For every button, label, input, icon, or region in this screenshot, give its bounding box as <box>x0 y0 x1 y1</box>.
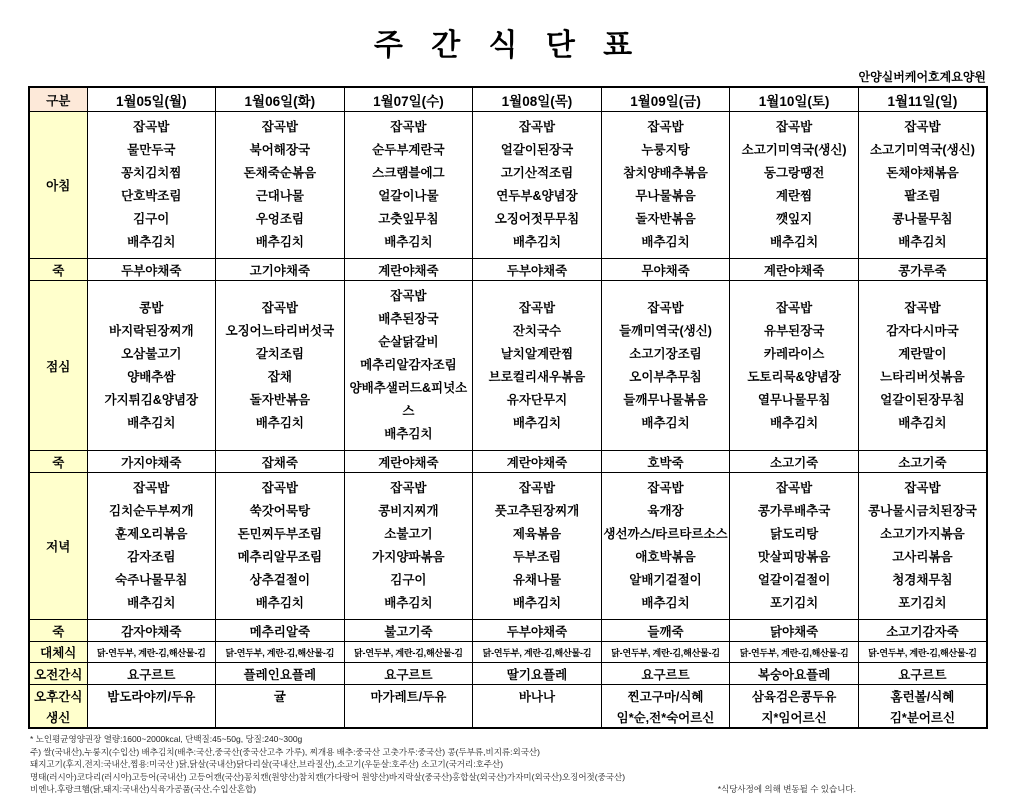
menu-cell-r2-c3 <box>473 281 602 451</box>
menu-cell-r5-c4: 들깨죽 <box>601 620 730 642</box>
menu-cell-r2-c2 <box>344 281 473 451</box>
menu-item: 배추된장국 <box>378 312 439 326</box>
menu-item: 잡곡밥 <box>390 120 427 134</box>
menu-cell-r4-c3 <box>473 473 602 620</box>
menu-item: 배추김치 <box>769 415 819 430</box>
menu-cell-r1-c5: 계란야채죽 <box>730 259 859 281</box>
menu-item: 잡곡밥 <box>775 120 813 134</box>
menu-item: 오삼불고기 <box>121 346 182 361</box>
menu-item: 참치양배추볶음 <box>623 166 708 180</box>
menu-item: 두부조림 <box>512 550 562 564</box>
menu-item: 계란찜 <box>775 189 813 203</box>
menu-item: 잡곡밥 <box>647 120 684 134</box>
menu-item: 메추리알무조림 <box>237 550 323 564</box>
menu-cell-r1-c3: 두부야채죽 <box>473 259 602 281</box>
menu-item: 갈치조림 <box>255 346 304 361</box>
row-label-7: 오전간식 <box>29 663 87 685</box>
menu-item: 콩가루배추국 <box>757 504 831 518</box>
menu-item: 포기김치 <box>769 596 819 610</box>
menu-item: 유자단무지 <box>506 392 568 407</box>
menu-item: 물만두국 <box>127 143 176 157</box>
menu-item: 숙주나물무침 <box>115 573 188 587</box>
menu-item: 콩비지찌개 <box>378 504 439 518</box>
menu-item: 양배추쌈 <box>127 369 176 384</box>
menu-cell-r7-c2: 요구르트 <box>344 663 473 685</box>
menu-item: 들깨무나물볶음 <box>623 392 708 407</box>
menu-item: 잡곡밥 <box>133 120 170 134</box>
menu-item: 오징어젓무무침 <box>494 212 580 226</box>
menu-cell-r7-c3: 딸기요플레 <box>473 663 602 685</box>
menu-item: 카레라이스 <box>763 346 825 361</box>
menu-item: 잡곡밥 <box>904 120 941 134</box>
menu-item: 제육볶음 <box>512 527 562 541</box>
menu-item: 배추김치 <box>512 235 562 249</box>
menu-item: 쑥갓어묵탕 <box>249 504 311 518</box>
menu-cell-r7-c0: 요구르트 <box>87 663 216 685</box>
menu-item: 돈민찌두부조림 <box>237 527 323 541</box>
menu-item: 잡곡밥 <box>518 120 556 134</box>
menu-item: 배추김치 <box>384 235 433 249</box>
menu-row-6 <box>29 642 987 663</box>
menu-cell-r1-c4: 무야채죽 <box>601 259 730 281</box>
menu-item: 김구이 <box>390 573 427 587</box>
menu-item: 배추김치 <box>769 235 819 249</box>
footnote-line-5 <box>30 783 986 796</box>
menu-item: 잡곡밥 <box>647 300 684 315</box>
menu-item: 얼갈이된장국 <box>500 143 574 157</box>
corner-label: 구분 <box>29 87 87 112</box>
menu-cell-r8-c0: 밤도라야끼/두유 <box>87 685 216 707</box>
menu-cell-r8-c4: 찐고구마/식혜 <box>601 685 730 707</box>
menu-cell-r0-c1 <box>216 112 345 259</box>
row-label-2: 점심 <box>29 281 87 451</box>
menu-item: 오징어느타리버섯국 <box>225 323 335 338</box>
menu-item: 콩나물시금치된장국 <box>868 504 977 518</box>
menu-cell-r2-c1 <box>216 281 345 451</box>
menu-item: 잡곡밥 <box>518 300 556 315</box>
menu-item: 누룽지탕 <box>641 143 690 157</box>
menu-item: 날치알계란찜 <box>500 346 574 361</box>
row-label-0: 아침 <box>29 112 87 259</box>
menu-item: 꽁치김치찜 <box>121 166 182 180</box>
menu-item: 배추김치 <box>127 235 176 249</box>
menu-item: 동그랑땡전 <box>763 166 825 180</box>
menu-cell-r8-c6: 홈런볼/식혜 <box>858 685 987 707</box>
table-head <box>29 87 987 112</box>
menu-item: 돌자반볶음 <box>249 392 311 407</box>
menu-cell-r3-c4: 호박죽 <box>601 451 730 473</box>
menu-item: 잡곡밥 <box>647 481 684 495</box>
menu-item: 배추김치 <box>127 596 176 610</box>
menu-cell-r4-c1 <box>216 473 345 620</box>
menu-row-1 <box>29 259 987 281</box>
menu-item: 잡곡밥 <box>261 300 298 315</box>
menu-item: 잡곡밥 <box>775 481 813 495</box>
menu-cell-r9-c4: 임*순,전*숙어르신 <box>601 706 730 728</box>
menu-cell-r2-c0 <box>87 281 216 451</box>
menu-item: 소고기미역국(생신) <box>869 143 975 157</box>
menu-cell-r7-c6: 요구르트 <box>858 663 987 685</box>
menu-cell-r1-c0: 두부야채죽 <box>87 259 216 281</box>
menu-item: 잡곡밥 <box>518 481 556 495</box>
menu-cell-r0-c4 <box>601 112 730 259</box>
menu-item: 풋고추된장찌개 <box>494 504 580 518</box>
menu-cell-r7-c1: 플레인요플레 <box>216 663 345 685</box>
menu-item: 돌자반볶음 <box>635 212 696 226</box>
menu-cell-r4-c6 <box>858 473 987 620</box>
menu-cell-r8-c2: 마가레트/두유 <box>344 685 473 707</box>
menu-cell-r8-c5: 삼육검은콩두유 <box>730 685 859 707</box>
menu-item: 유채나물 <box>512 573 562 587</box>
menu-item: 도토리묵&양념장 <box>747 369 841 384</box>
menu-cell-r5-c2: 불고기죽 <box>344 620 473 642</box>
footnote-line-2: 주) 쌀(국내산),누룽지(수입산) 배추김치(배추:국산,중국산(중국산고추 가루), 찌개용 배추:중국산 고춧가루:중국산) 콩(두부류,비지류:외국산) <box>30 746 540 757</box>
menu-row-2 <box>29 281 987 451</box>
row-label-3: 죽 <box>29 451 87 473</box>
menu-item: 배추김치 <box>384 427 433 441</box>
day-header-3: 1월08일(목) <box>473 87 602 112</box>
menu-row-5 <box>29 620 987 642</box>
menu-item: 배추김치 <box>255 235 304 249</box>
menu-item: 배추김치 <box>641 415 690 430</box>
footnote-line-1: * 노인평균영양권장 열량:1600~2000kcal, 단백질:45~50g, 당질:240~300g <box>30 734 303 744</box>
menu-cell-r5-c0: 감자야채죽 <box>87 620 216 642</box>
row-label-5: 죽 <box>29 620 87 642</box>
menu-item: 배추김치 <box>127 415 176 430</box>
menu-row-8 <box>29 685 987 707</box>
menu-item: 잡곡밥 <box>904 481 941 495</box>
menu-cell-r9-c6: 김*분어르신 <box>858 706 987 728</box>
day-header-2: 1월07일(수) <box>344 87 473 112</box>
menu-item: 계란말이 <box>898 346 947 361</box>
menu-item: 얼갈이겉절이 <box>757 573 831 587</box>
menu-cell-r9-c5: 지*임어르신 <box>730 706 859 728</box>
menu-item: 잡곡밥 <box>904 300 941 315</box>
menu-item: 포기김치 <box>898 596 947 610</box>
menu-item: 잡곡밥 <box>133 481 170 495</box>
row-label-8: 오후간식 <box>29 685 87 707</box>
menu-cell-r1-c1: 고기야채죽 <box>216 259 345 281</box>
footnote-line-3: 돼지고기(후지,전지:국내산,찜용:미국산 )닭,닭살(국내산)닭다리살(국내산,브라질산),소고기(우둔살:호주산) 소고기(국거리:호주산) <box>30 759 504 769</box>
menu-row-7 <box>29 663 987 685</box>
menu-cell-r3-c0: 가지야채죽 <box>87 451 216 473</box>
menu-cell-r6-c6: 닭-연두부, 계란-김,해산물-김 <box>858 642 987 663</box>
menu-item: 우엉조림 <box>255 212 304 226</box>
menu-item: 고기산적조림 <box>500 166 574 180</box>
menu-cell-r3-c2: 계란야채죽 <box>344 451 473 473</box>
menu-item: 깻잎지 <box>775 212 813 226</box>
row-label-9: 생신 <box>29 706 87 728</box>
menu-cell-r0-c5 <box>730 112 859 259</box>
menu-item: 고춧잎무침 <box>378 212 439 226</box>
menu-cell-r9-c0 <box>87 706 216 728</box>
menu-cell-r0-c0 <box>87 112 216 259</box>
menu-item: 감자조림 <box>127 550 176 564</box>
menu-item: 배추김치 <box>641 596 690 610</box>
menu-item: 순살닭갈비 <box>378 335 439 349</box>
menu-cell-r3-c6: 소고기죽 <box>858 451 987 473</box>
menu-item: 양배추샐러드&피넛소스 <box>349 381 468 418</box>
menu-item: 배추김치 <box>512 596 562 610</box>
menu-cell-r6-c2: 닭-연두부, 계란-김,해산물-김 <box>344 642 473 663</box>
menu-item: 스크램블에그 <box>372 166 445 180</box>
facility-name: 안양실버케어호계요양원 <box>858 70 986 84</box>
menu-item: 바지락된장찌개 <box>109 323 194 338</box>
menu-cell-r0-c6 <box>858 112 987 259</box>
menu-item: 상추겉절이 <box>249 573 311 587</box>
header-row <box>29 87 987 112</box>
menu-item: 잡곡밥 <box>775 300 813 315</box>
menu-cell-r7-c5: 복숭아요플레 <box>730 663 859 685</box>
menu-item: 맛살피망볶음 <box>757 550 831 564</box>
menu-item: 잡곡밥 <box>261 481 298 495</box>
page-title: 주 간 식 단 표 <box>373 29 643 62</box>
menu-item: 가지튀김&양념장 <box>104 392 199 407</box>
menu-item: 근대나물 <box>255 189 304 203</box>
day-header-1: 1월06일(화) <box>216 87 345 112</box>
menu-cell-r1-c2: 계란야채죽 <box>344 259 473 281</box>
menu-item: 애호박볶음 <box>635 550 696 564</box>
menu-cell-r2-c6 <box>858 281 987 451</box>
menu-item: 가지양파볶음 <box>372 550 445 564</box>
menu-item: 배추김치 <box>512 415 562 430</box>
menu-item: 알배기겉절이 <box>629 573 702 587</box>
menu-cell-r4-c2 <box>344 473 473 620</box>
day-header-5: 1월10일(토) <box>730 87 859 112</box>
menu-item: 연두부&양념장 <box>496 189 578 203</box>
footnote-line-5-left: 비엔나,후랑크햄(닭,돼지:국내산)식육가공품(국산,수입산혼합) <box>30 784 257 794</box>
menu-cell-r4-c5 <box>730 473 859 620</box>
menu-item: 콩밥 <box>139 300 164 315</box>
menu-item: 닭도리탕 <box>769 527 819 541</box>
footnotes <box>30 733 986 796</box>
menu-cell-r5-c5: 닭야채죽 <box>730 620 859 642</box>
menu-item: 잡곡밥 <box>261 120 298 134</box>
menu-cell-r3-c5: 소고기죽 <box>730 451 859 473</box>
menu-item: 북어해장국 <box>249 143 311 157</box>
menu-item: 잡곡밥 <box>390 289 427 303</box>
menu-item: 얼갈이된장무침 <box>880 392 965 407</box>
menu-row-9 <box>29 706 987 728</box>
menu-item: 브로컬리새우볶음 <box>488 369 586 384</box>
menu-item: 돈채야채볶음 <box>886 166 959 180</box>
menu-row-4 <box>29 473 987 620</box>
menu-cell-r4-c4 <box>601 473 730 620</box>
weekly-menu-table <box>28 86 988 729</box>
menu-cell-r6-c0: 닭-연두부, 계란-김,해산물-김 <box>87 642 216 663</box>
menu-row-3 <box>29 451 987 473</box>
menu-item: 소고기장조림 <box>629 346 702 361</box>
menu-cell-r8-c3: 바나나 <box>473 685 602 707</box>
menu-cell-r9-c2 <box>344 706 473 728</box>
menu-item: 배추김치 <box>384 596 433 610</box>
menu-cell-r5-c1: 메추리알죽 <box>216 620 345 642</box>
menu-item: 소불고기 <box>384 527 433 541</box>
menu-cell-r3-c1: 잡채죽 <box>216 451 345 473</box>
menu-cell-r5-c3: 두부야채죽 <box>473 620 602 642</box>
menu-item: 느타리버섯볶음 <box>880 369 965 384</box>
day-header-4: 1월09일(금) <box>601 87 730 112</box>
menu-item: 생선까스/타르타르소스 <box>603 527 728 541</box>
footnote-change-notice: *식당사정에 의해 변동될 수 있습니다. <box>717 784 856 794</box>
menu-item: 유부된장국 <box>763 323 825 338</box>
menu-item: 배추김치 <box>898 415 947 430</box>
menu-item: 김치순두부찌개 <box>109 504 194 518</box>
day-header-6: 1월11일(일) <box>858 87 987 112</box>
footnote-line-4: 명태(러시아)코다리(러시아)고등어(국내산) 고등어캔(국산)꽁치캔(원양산)참치캔(가다랑어 원양산)바지락살(중국산)홍합살(외국산)가자미(외국산)오징어젓(중국산) <box>30 771 626 782</box>
menu-cell-r5-c6: 소고기감자죽 <box>858 620 987 642</box>
menu-item: 배추김치 <box>255 415 304 430</box>
menu-item: 팥조림 <box>904 189 941 203</box>
row-label-1: 죽 <box>29 259 87 281</box>
menu-cell-r9-c1 <box>216 706 345 728</box>
menu-cell-r1-c6: 콩가루죽 <box>858 259 987 281</box>
menu-cell-r8-c1: 귤 <box>216 685 345 707</box>
menu-item: 콩나물무침 <box>892 212 953 226</box>
menu-item: 순두부계란국 <box>372 143 445 157</box>
menu-cell-r9-c3 <box>473 706 602 728</box>
menu-cell-r0-c3 <box>473 112 602 259</box>
menu-cell-r2-c5 <box>730 281 859 451</box>
menu-item: 김구이 <box>133 212 170 226</box>
menu-cell-r2-c4 <box>601 281 730 451</box>
menu-item: 단호박조림 <box>121 189 182 203</box>
menu-item: 고사리볶음 <box>892 550 953 564</box>
menu-item: 메추리알감자조림 <box>360 358 457 372</box>
menu-item: 들깨미역국(생신) <box>619 323 712 338</box>
menu-item: 감자다시마국 <box>886 323 959 338</box>
menu-cell-r6-c5: 닭-연두부, 계란-김,해산물-김 <box>730 642 859 663</box>
menu-cell-r6-c1: 닭-연두부, 계란-김,해산물-김 <box>216 642 345 663</box>
menu-item: 배추김치 <box>898 235 947 249</box>
menu-item: 오이부추무침 <box>629 369 702 384</box>
menu-item: 청경채무침 <box>892 573 953 587</box>
menu-cell-r4-c0 <box>87 473 216 620</box>
menu-cell-r0-c2 <box>344 112 473 259</box>
menu-cell-r7-c4: 요구르트 <box>601 663 730 685</box>
menu-item: 돈채죽순볶음 <box>243 166 317 180</box>
day-header-0: 1월05일(월) <box>87 87 216 112</box>
menu-item: 훈제오리볶음 <box>115 527 188 541</box>
row-label-6: 대체식 <box>29 642 87 663</box>
menu-cell-r6-c4: 닭-연두부, 계란-김,해산물-김 <box>601 642 730 663</box>
menu-item: 잡곡밥 <box>390 481 427 495</box>
menu-cell-r3-c3: 계란야채죽 <box>473 451 602 473</box>
menu-item: 무나물볶음 <box>635 189 696 203</box>
menu-item: 얼갈이나물 <box>378 189 439 203</box>
menu-item: 잡채 <box>267 369 292 384</box>
menu-cell-r6-c3: 닭-연두부, 계란-김,해산물-김 <box>473 642 602 663</box>
menu-item: 소고기미역국(생신) <box>741 143 847 157</box>
menu-row-0 <box>29 112 987 259</box>
menu-item: 배추김치 <box>641 235 690 249</box>
row-label-4: 저녁 <box>29 473 87 620</box>
menu-item: 잔치국수 <box>512 323 562 338</box>
table-body <box>29 112 987 729</box>
menu-item: 열무나물무침 <box>757 392 831 407</box>
menu-item: 소고기가지볶음 <box>880 527 965 541</box>
menu-item: 배추김치 <box>255 596 304 610</box>
menu-item: 육개장 <box>647 504 684 518</box>
